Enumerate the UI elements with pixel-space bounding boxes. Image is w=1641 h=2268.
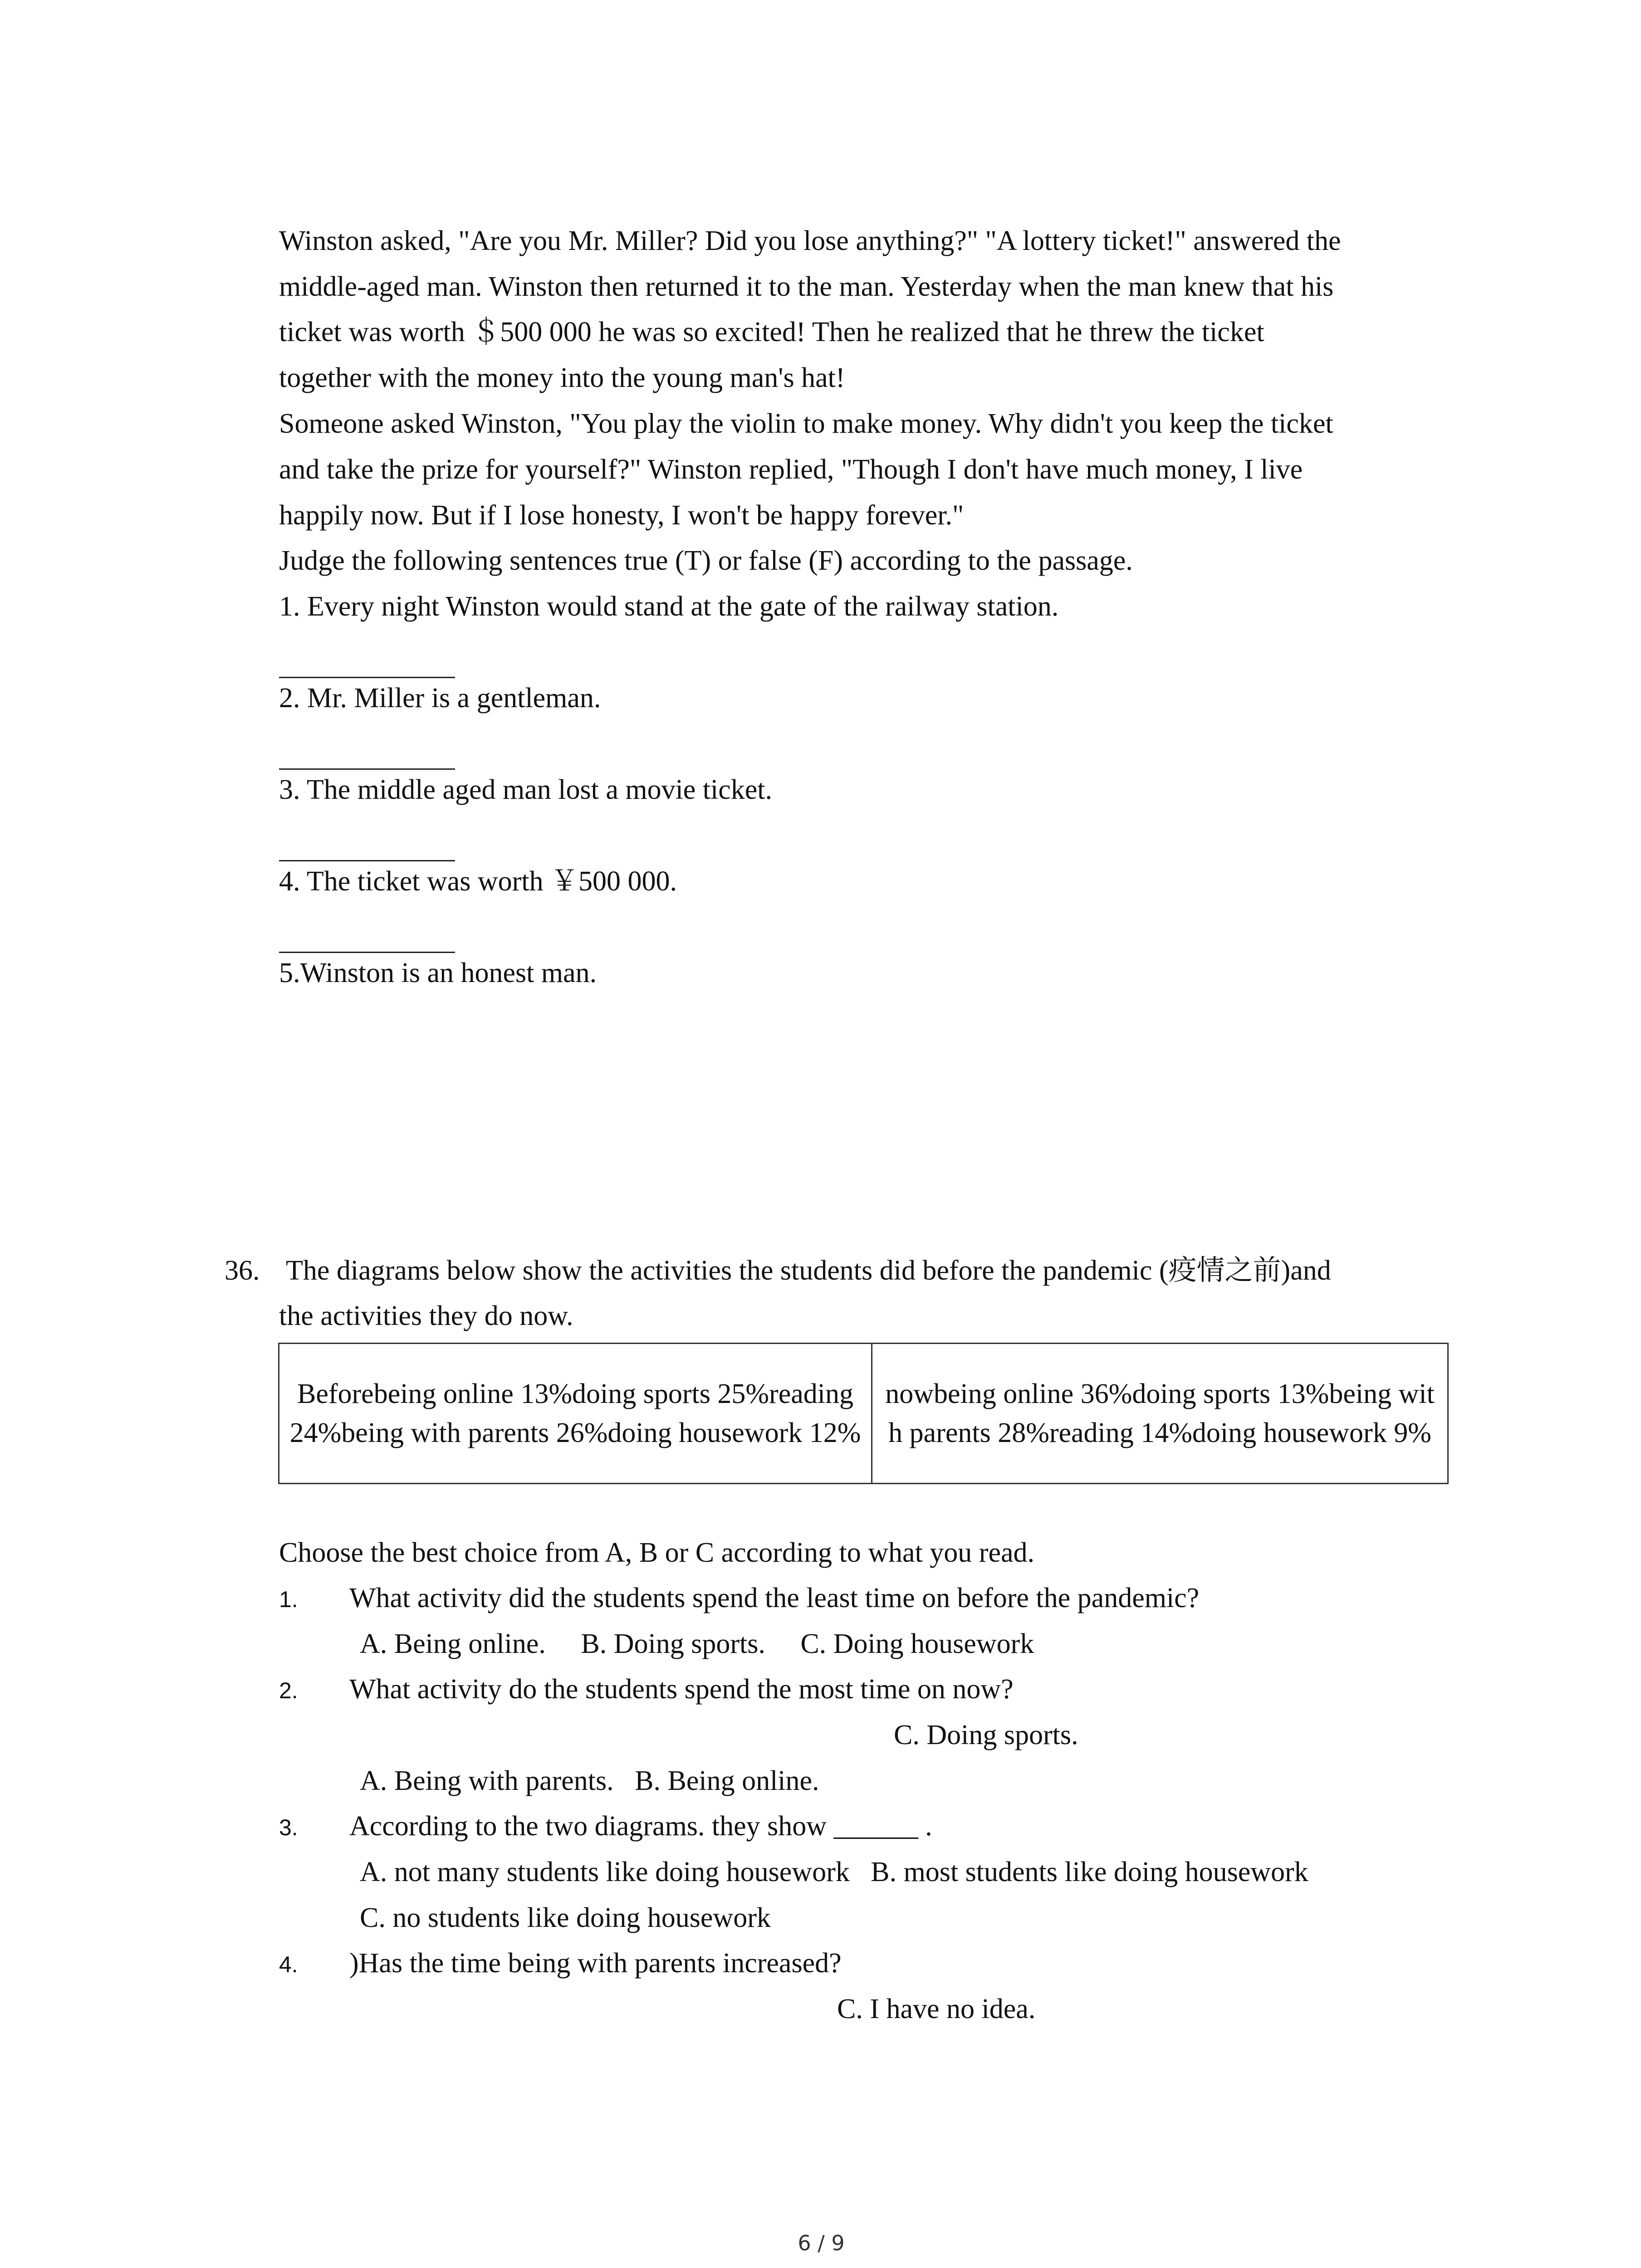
answer-blank[interactable]	[279, 677, 455, 678]
question-intro: the activities they do now.	[279, 1300, 573, 1331]
tf-question: 1. Every night Winston would stand at the gate of the railway station.	[279, 591, 1059, 622]
tf-instruction: Judge the following sentences true (T) or false (F) according to the passage.	[279, 545, 1133, 576]
mc-options[interactable]: A. not many students like doing housework B. most students like doing housework	[360, 1857, 1308, 1887]
passage-line: and take the prize for yourself?" Winston replied, "Though I don't have much money, I live	[279, 454, 1303, 485]
passage-line: together with the money into the young man's hat!	[279, 362, 845, 393]
mc-option-c[interactable]: C. Doing sports.	[894, 1720, 1078, 1750]
tf-question: 2. Mr. Miller is a gentleman.	[279, 683, 601, 714]
now-cell: nowbeing online 36%doing sports 13%being with parents 28%reading 14%doing housework 9%	[872, 1344, 1448, 1484]
question-intro: The diagrams below show the activities the students did before the pandemic (疫情之前)and	[286, 1255, 1331, 1286]
mc-question-number: 4.	[279, 1952, 298, 1977]
page-number: 6 / 9	[798, 2231, 845, 2255]
mc-instruction: Choose the best choice from A, B or C according to what you read.	[279, 1537, 1034, 1568]
mc-question-text: What activity do the students spend the most time on now?	[349, 1674, 1014, 1705]
diagram-table	[278, 1343, 1449, 1484]
tf-question: 3. The middle aged man lost a movie ticket.	[279, 774, 773, 805]
tf-question: 5.Winston is an honest man.	[279, 958, 597, 988]
mc-option-c[interactable]: C. I have no idea.	[837, 1994, 1036, 2024]
passage-line: ticket was worth ＄500 000 he was so excited! Then he realized that he threw the ticket	[279, 317, 1264, 347]
before-cell: Beforebeing online 13%doing sports 25%reading 24%being with parents 26%doing housework 12%	[279, 1344, 872, 1484]
mc-options[interactable]: C. no students like doing housework	[360, 1902, 771, 1933]
question-number: 36.	[225, 1255, 260, 1286]
tf-question: 4. The ticket was worth ￥500 000.	[279, 866, 677, 897]
answer-blank[interactable]	[279, 768, 455, 770]
mc-question-number: 1.	[279, 1587, 298, 1612]
passage-line: happily now. But if I lose honesty, I won't be happy forever."	[279, 500, 964, 531]
mc-options[interactable]: A. Being with parents. B. Being online.	[360, 1765, 819, 1796]
mc-question-text: )Has the time being with parents increased?	[349, 1948, 842, 1979]
passage-line: middle-aged man. Winston then returned it to the man. Yesterday when the man knew that his	[279, 271, 1334, 302]
mc-question-text: According to the two diagrams. they show ______ .	[349, 1811, 932, 1842]
mc-question-number: 2.	[279, 1678, 298, 1703]
passage-line: Someone asked Winston, "You play the violin to make money. Why didn't you keep the ticket	[279, 408, 1333, 439]
passage-line: Winston asked, "Are you Mr. Miller? Did you lose anything?" "A lottery ticket!" answered the	[279, 225, 1341, 256]
answer-blank[interactable]	[279, 952, 455, 953]
answer-blank[interactable]	[279, 860, 455, 861]
mc-question-number: 3.	[279, 1815, 298, 1840]
mc-question-text: What activity did the students spend the least time on before the pandemic?	[349, 1583, 1200, 1613]
mc-options[interactable]: A. Being online. B. Doing sports. C. Doing housework	[360, 1628, 1034, 1659]
